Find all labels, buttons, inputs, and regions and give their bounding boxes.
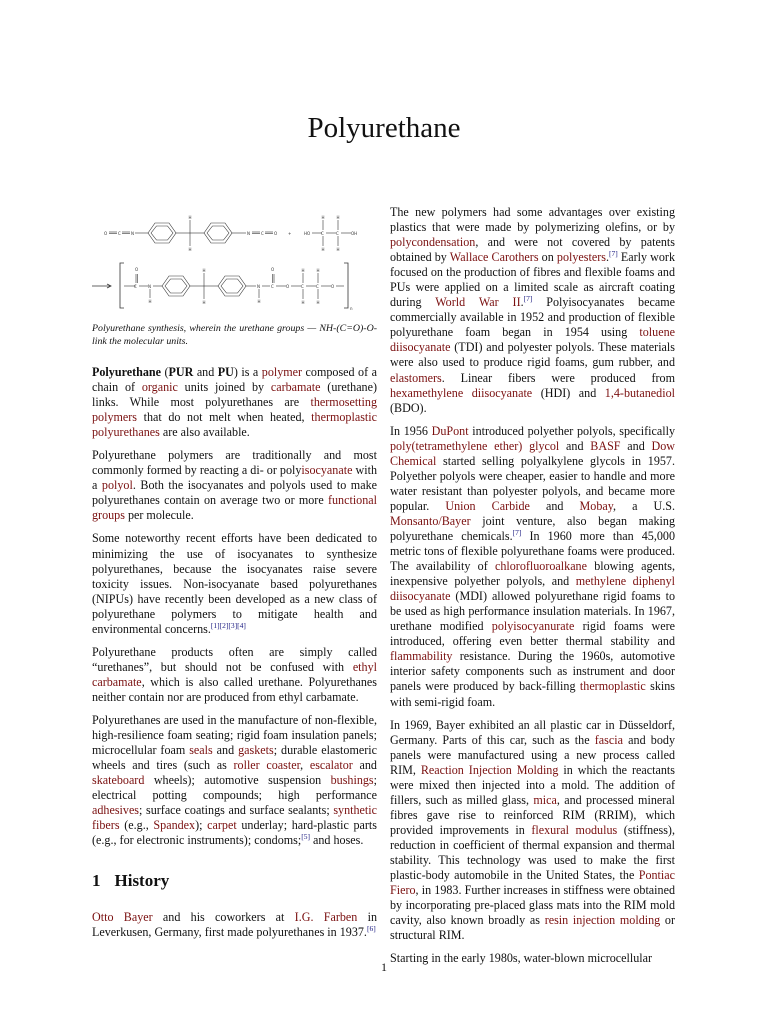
citation-link[interactable]: [5] xyxy=(301,832,310,842)
text-run: introduced polyether polyols, specifically xyxy=(468,423,676,438)
atom-h: H xyxy=(336,215,340,220)
right-column xyxy=(390,205,675,974)
link-dow-chemical[interactable]: Dow Chemical xyxy=(390,438,675,468)
link-organic[interactable]: organic xyxy=(141,380,178,395)
atom-h: H xyxy=(321,247,325,252)
text-run: per molecule. xyxy=(124,508,194,523)
link-thermosetting-polymers[interactable]: thermosetting polymers xyxy=(92,395,377,425)
text-run: . xyxy=(520,295,524,310)
link-world-war-ii[interactable]: World War II xyxy=(435,295,521,310)
atom-c: C xyxy=(321,231,324,236)
text-run: , and were not covered by patents obtained by xyxy=(390,235,675,265)
text-run: ; durable elastomeric wheels and tires (such as xyxy=(92,743,377,773)
text-run: , which is also called urethane. Polyurethanes neither contain nor are produced from ethyl carbamate. xyxy=(92,674,377,704)
text-run: rigid foams were introduced, offering even better thermal stability and xyxy=(390,619,676,649)
atom-h: H xyxy=(301,300,305,305)
link-monsanto-bayer[interactable]: Monsanto/Bayer xyxy=(390,513,471,528)
page-title: Polyurethane xyxy=(307,112,461,144)
atom-h: H xyxy=(202,268,206,273)
link-basf[interactable]: BASF xyxy=(590,438,621,453)
link-thermoplastic-polyurethanes[interactable]: thermoplastic polyurethanes xyxy=(92,410,377,440)
paragraph xyxy=(390,718,675,944)
text-run: on xyxy=(538,250,557,265)
text-run: (e.g., xyxy=(119,818,154,833)
link-flexural-modulus[interactable]: flexural modulus xyxy=(531,822,618,837)
link-synthetic-fibers[interactable]: synthetic fibers xyxy=(92,803,377,833)
link-polymer[interactable]: polymer xyxy=(261,365,303,379)
citation-link[interactable]: [2] xyxy=(219,620,229,630)
text-run: blowing agents, inexpensive polyether polyols, and xyxy=(390,559,675,589)
polyurethane-synthesis-figure xyxy=(90,208,380,313)
text-run: units joined by xyxy=(177,380,271,395)
link-elastomers[interactable]: elastomers xyxy=(390,370,442,385)
text-run: . Both the isocyanates and polyols used to make polyurethanes contain on average two or more xyxy=(92,478,377,508)
link-seals[interactable]: seals xyxy=(189,743,213,758)
intro-paragraph xyxy=(92,365,377,440)
text-run: (TDI) and polyester polyols. These materials were also used to produce rigid foams, gum rubber, and xyxy=(390,340,675,370)
paragraph xyxy=(92,531,377,636)
text-run: Polyurethanes are used in the manufacture of non-flexible, high-resilience foam seating; rigid foam insulation panels; microcellular foam xyxy=(92,712,377,758)
text-run: (HDI) and xyxy=(532,385,605,400)
text-run: and xyxy=(193,365,218,379)
atom-c: C xyxy=(118,231,121,236)
link-resin-injection-molding[interactable]: resin injection molding xyxy=(544,913,661,928)
citation-link[interactable]: [7] xyxy=(512,527,522,537)
text-run: skins with semi-rigid foam. xyxy=(390,679,675,709)
citation-link[interactable]: [4] xyxy=(237,620,246,630)
text-run: (urethane) links. While most polyurethanes are xyxy=(92,380,377,410)
link-dupont[interactable]: DuPont xyxy=(431,423,469,438)
citation-link[interactable]: [7] xyxy=(608,249,618,259)
atom-o: O xyxy=(331,284,335,289)
left-column xyxy=(92,365,377,856)
section-number: 1 xyxy=(92,871,101,890)
text-run: wheels); automotive suspension xyxy=(144,773,331,788)
text-run: joint venture, also began making polyurethane chemicals. xyxy=(390,513,675,543)
text-run: . Linear fibers were produced from xyxy=(441,370,675,385)
link-polyol[interactable]: polyol xyxy=(101,478,133,493)
link-pontiac-fiero[interactable]: Pontiac Fiero xyxy=(390,868,675,898)
link-escalator[interactable]: escalator xyxy=(309,758,353,773)
text-run: and xyxy=(352,758,377,773)
atom-c: C xyxy=(271,284,274,289)
subscript-n: n xyxy=(350,306,353,311)
link-polyesters[interactable]: polyesters xyxy=(556,250,606,265)
text-run: (BDO). xyxy=(390,400,427,415)
link-ig-farben[interactable]: I.G. Farben xyxy=(294,910,358,924)
text-run: in which the reactants were mixed then injected into a mold. The addition of fillers, such as milled glass, xyxy=(390,762,675,807)
link-functional-groups[interactable]: functional groups xyxy=(92,493,377,523)
atom-n: N xyxy=(257,284,260,289)
link-fascia[interactable]: fascia xyxy=(594,732,623,747)
text-run: ) is a xyxy=(233,365,262,379)
text-run: , xyxy=(300,758,310,773)
atom-h: H xyxy=(257,299,261,304)
plus-sign: + xyxy=(288,231,292,236)
bold-term: Polyurethane xyxy=(92,365,161,379)
atom-h: H xyxy=(316,300,320,305)
citation-link[interactable]: [3] xyxy=(228,620,238,630)
text-run: Polyurethane products often are simply called “urethanes”, but should not be confused with xyxy=(92,644,377,674)
link-polyisocyanurate[interactable]: polyisocyanurate xyxy=(491,619,575,634)
link-reaction-injection-molding[interactable]: Reaction Injection Molding xyxy=(420,762,559,777)
paragraph xyxy=(92,645,377,705)
text-run: Polyurethane polymers are traditionally and most commonly formed by reacting a di- or poly xyxy=(92,448,377,478)
atom-n: N xyxy=(131,231,134,236)
atom-n: N xyxy=(247,231,250,236)
link-toluene-diisocyanate[interactable]: toluene diisocyanate xyxy=(390,325,675,355)
link-wallace-carothers[interactable]: Wallace Carothers xyxy=(449,250,539,265)
link-carpet[interactable]: carpet xyxy=(207,818,237,833)
atom-h: H xyxy=(321,215,325,220)
atom-n: N xyxy=(148,284,151,289)
text-run: underlay; hard-plastic parts (e.g., for electronic instruments); condoms; xyxy=(92,818,377,848)
link-chlorofluoroalkane[interactable]: chlorofluoroalkane xyxy=(494,559,587,574)
text-run: with a xyxy=(92,463,378,493)
section-heading-history xyxy=(92,871,169,891)
atom-c: C xyxy=(134,284,137,289)
text-run: In 1956 xyxy=(390,423,432,438)
text-run: The new polymers had some advantages over existing plastics that were made by polymerizing olefins, or by xyxy=(390,205,675,235)
link-thermoplastic[interactable]: thermoplastic xyxy=(579,679,646,694)
atom-h: H xyxy=(301,268,305,273)
left-column-continued xyxy=(92,910,377,948)
atom-h: H xyxy=(148,299,152,304)
link-otto-bayer[interactable]: Otto Bayer xyxy=(92,910,153,924)
text-run: and xyxy=(559,438,591,453)
text-run: Polyisocyanates became commercially available in 1952 and production of flexible polyurethane foam began in 1954 using xyxy=(390,295,675,340)
link-carbamate[interactable]: carbamate xyxy=(270,380,321,395)
paragraph xyxy=(92,448,377,523)
citation-link[interactable]: [1] xyxy=(210,620,220,630)
atom-h: H xyxy=(188,247,192,252)
text-run: , a U.S. xyxy=(613,498,676,513)
text-run: are also available. xyxy=(159,425,250,440)
text-run: ; electrical potting compounds; high performance xyxy=(92,773,377,803)
atom-c: C xyxy=(316,284,319,289)
link-ptmeg[interactable]: poly(tetramethylene ether) glycol xyxy=(390,438,560,453)
link-isocyanate[interactable]: isocyanate xyxy=(301,463,353,478)
text-run: that do not melt when heated, xyxy=(137,410,312,425)
text-run: ( xyxy=(160,365,169,379)
text-run: In 1969, Bayer exhibited an all plastic car in Düsseldorf, Germany. Parts of this car, such as the xyxy=(390,717,675,747)
text-run: , and processed mineral fibres gave rise to reinforced RIM (RRIM), which provided improvements in xyxy=(390,792,675,837)
link-union-carbide[interactable]: Union Carbide xyxy=(445,498,530,513)
atom-c: C xyxy=(261,231,264,236)
link-gaskets[interactable]: gaskets xyxy=(238,743,274,758)
atom-h: H xyxy=(202,300,206,305)
text-run: in Leverkusen, Germany, first made polyurethanes in 1937. xyxy=(92,910,378,940)
reaction-diagram xyxy=(90,208,380,313)
paragraph xyxy=(390,424,675,710)
text-run: . xyxy=(605,250,609,265)
atom-o: O xyxy=(274,231,278,236)
link-flammability[interactable]: flammability xyxy=(390,649,453,664)
atom-o: O xyxy=(104,231,108,236)
atom-h: H xyxy=(336,247,340,252)
link-mica[interactable]: mica xyxy=(533,792,557,807)
section-title: History xyxy=(114,871,170,890)
link-ethyl-carbamate[interactable]: ethyl carbamate xyxy=(92,659,377,689)
text-run: and xyxy=(212,743,239,758)
text-run: Early work focused on the production of fibres and flexible foams and PUs were applied on a limited scale as aircraft coating during xyxy=(390,250,676,310)
link-mobay[interactable]: Mobay xyxy=(579,498,613,513)
link-skateboard[interactable]: skateboard xyxy=(92,773,145,788)
text-run: composed of a chain of xyxy=(92,365,377,395)
text-run: Some noteworthy recent efforts have been dedicated to minimizing the use of isocyanates to synthesize polyurethanes, because the isocyanates raise severe toxicity issues. Non-isocyanate based polyurethanes (NIPUs) have recently been developed as a new class of polyurethane polymers to mitigate health and environmental concerns. xyxy=(92,531,377,636)
atom-h: H xyxy=(188,215,192,220)
text-run: (MDI) allowed polyurethane rigid foams to be used as high performance insulation materials. In 1967, urethane modified xyxy=(390,589,675,634)
link-spandex[interactable]: Spandex xyxy=(153,818,196,833)
atom-c: C xyxy=(336,231,339,236)
atom-o: O xyxy=(271,267,275,272)
text-run: resistance. During the 1960s, automotive interior safety components such as instrument and door panels were produced by back-filling xyxy=(390,649,675,694)
paragraph xyxy=(92,713,377,848)
citation-link[interactable]: [6] xyxy=(366,924,376,934)
atom-oh: OH xyxy=(351,231,358,236)
text-run: and xyxy=(529,498,580,513)
text-run: and his coworkers at xyxy=(152,910,295,924)
text-run: and body panels were manufactured using a new process called RIM, xyxy=(390,732,675,777)
link-polycondensation[interactable]: polycondensation xyxy=(390,235,476,250)
link-bushings[interactable]: bushings xyxy=(330,773,374,788)
text-run: (stiffness), reduction in coefficient of thermal expansion and thermal stability. This technology was used to make the first plastic-body automobile in the United States, the xyxy=(390,822,675,883)
paragraph xyxy=(390,205,675,416)
text-run: and hoses. xyxy=(309,833,364,848)
link-adhesives[interactable]: adhesives xyxy=(92,803,140,818)
text-run: Starting in the early 1980s, water-blown microcellular xyxy=(390,951,653,966)
atom-c: C xyxy=(301,284,304,289)
atom-h: H xyxy=(316,268,320,273)
link-roller-coaster[interactable]: roller coaster xyxy=(233,758,301,773)
figure-caption: Polyurethane synthesis, wherein the urethane groups — NH-(C=O)-O- link the molecular units. xyxy=(92,323,377,347)
text-run: In 1960 more than 45,000 metric tons of flexible polyurethane foams were produced. The availability of xyxy=(390,528,676,574)
text-run: ); xyxy=(195,818,208,833)
text-run: and xyxy=(620,438,652,453)
link-hexamethylene-diisocyanate[interactable]: hexamethylene diisocyanate xyxy=(390,385,533,400)
paragraph xyxy=(92,910,377,940)
text-run: started selling polyalkylene glycols in 1957. Polyether polyols were cheaper, easier to handle and more water resistant than polyester polyols, and became more popular. xyxy=(390,453,675,513)
citation-link[interactable]: [7] xyxy=(523,294,533,304)
atom-o: O xyxy=(135,267,139,272)
text-run: or structural RIM. xyxy=(390,913,675,943)
link-butanediol[interactable]: 1,4-butanediol xyxy=(604,385,675,400)
atom-o: O xyxy=(286,284,290,289)
atom-ho: HO xyxy=(304,231,311,236)
text-run: , in 1983. Further increases in stiffness were obtained by incorporating pre-placed glass mats into the RIM mold cavity, also known broadly as xyxy=(390,883,675,928)
bold-term: PUR xyxy=(168,365,194,379)
link-mdi[interactable]: methylene diphenyl diisocyanate xyxy=(390,574,675,604)
text-run: ; surface coatings and surface sealants; xyxy=(139,803,334,818)
page-number: 1 xyxy=(381,960,387,974)
bold-term: PU xyxy=(217,365,234,379)
